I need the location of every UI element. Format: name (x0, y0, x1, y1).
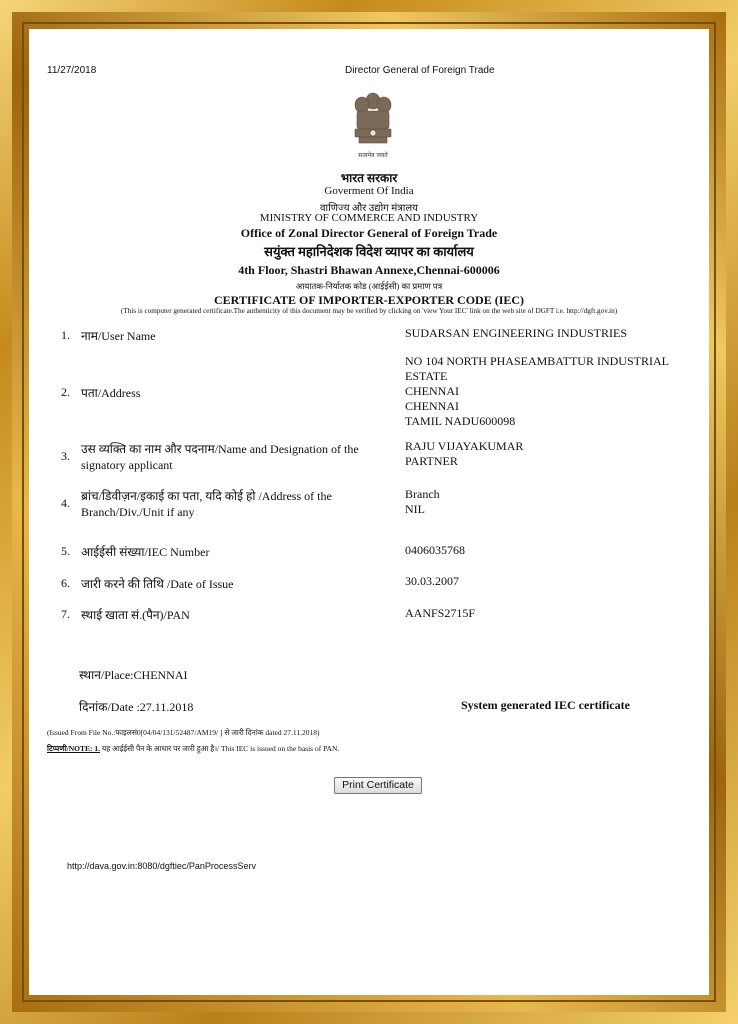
emblem-motto: सत्यमेव जयते (358, 152, 388, 159)
row-number: 6. (61, 576, 70, 590)
heading-ministry-hindi: वाणिज्य और उद्योग मंत्रालय (320, 203, 418, 214)
heading-govt: Goverment Of India (324, 185, 414, 197)
address-line: TAMIL NADU600098 (405, 414, 516, 428)
row-number: 4. (61, 496, 70, 510)
heading-office: Office of Zonal Director General of Foreign Trade (240, 226, 498, 240)
signatory-designation: PARTNER (405, 454, 458, 468)
certificate-title: CERTIFICATE OF IMPORTER-EXPORTER CODE (IEC) (213, 293, 525, 307)
address-line: CHENNAI (405, 384, 459, 398)
row-number: 7. (61, 607, 70, 621)
field-label-iec-number: आईईसी संख्या/IEC Number (81, 545, 210, 559)
row-number: 2. (61, 385, 70, 399)
issued-from-file: (Issued From File No.:फाइलसं0[04/04/131/52487/AM19/ ] से जारी दिनांक dated 27.11.2018) (47, 728, 320, 737)
print-date: 11/27/2018 (47, 65, 97, 76)
field-value-user-name: SUDARSAN ENGINEERING INDUSTRIES (405, 326, 627, 340)
page-url: http://dava.gov.in:8080/dgftiec/PanProcessServ (67, 861, 256, 871)
field-value-date-of-issue: 30.03.2007 (405, 574, 459, 588)
branch-line: Branch (405, 487, 440, 501)
signatory-name: RAJU VIJAYAKUMAR (405, 439, 524, 453)
field-label-pan: स्थाई खाता सं.(पैन)/PAN (81, 608, 190, 622)
heading-govt-hindi: भारत सरकार (340, 171, 398, 185)
system-generated-label: System generated IEC certificate (461, 698, 630, 712)
page-header-title: Director General of Foreign Trade (345, 65, 495, 76)
certificate-date: दिनांक/Date :27.11.2018 (79, 700, 194, 714)
note-label: टिप्पणी/NOTE: 1. (47, 744, 100, 753)
pan-note (47, 744, 339, 754)
field-value-address (405, 354, 705, 429)
row-number: 3. (61, 449, 70, 463)
disclaimer-text: (This is computer generated certificate.The authenticity of this document may be verified by clicking on 'view Your IEC' link on the web site of DGFT i.e. http://dgft.gov.in) (120, 307, 618, 315)
note-text: यह आईईसी पैन के आधार पर जारी हुआ है।/ This IEC is issued on the basis of PAN. (100, 744, 340, 753)
row-number: 1. (61, 328, 70, 342)
heading-ministry: MINISTRY OF COMMERCE AND INDUSTRY (259, 212, 479, 224)
ashoka-emblem-icon (347, 87, 399, 165)
field-label-branch: ब्रांच/डिवीज़न/इकाई का पता, यदि कोई हो /Address of the Branch/Div./Unit if any (81, 489, 332, 519)
field-value-pan: AANFS2715F (405, 606, 476, 620)
heading-certificate-hindi: आयातक-निर्यातक कोड (आईईसी) का प्रमाण पत्र (295, 281, 443, 291)
print-certificate-button[interactable]: Print Certificate (334, 777, 422, 794)
row-number: 5. (61, 544, 70, 558)
field-value-iec-number: 0406035768 (405, 543, 465, 557)
address-line: CHENNAI (405, 399, 459, 413)
address-line: NO 104 NORTH PHASEAMBATTUR INDUSTRIAL ESTATE (405, 354, 669, 383)
branch-line: NIL (405, 502, 425, 516)
heading-address: 4th Floor, Shastri Bhawan Annexe,Chennai-600006 (238, 263, 500, 277)
field-value-branch (405, 487, 705, 517)
field-label-user-name: नाम/User Name (81, 329, 156, 343)
field-value-signatory (405, 439, 705, 469)
place-of-issue: स्थान/Place:CHENNAI (79, 668, 188, 682)
field-label-address: पता/Address (81, 386, 141, 400)
certificate-page (29, 29, 709, 995)
field-label-date-of-issue: जारी करने की तिथि /Date of Issue (81, 577, 234, 591)
field-label-signatory: उस व्यक्ति का नाम और पदनाम/Name and Designation of the signatory applicant (81, 442, 359, 472)
heading-office-hindi: सयुंक्त महानिदेशक विदेश व्यापर का कार्यालय (264, 244, 474, 259)
